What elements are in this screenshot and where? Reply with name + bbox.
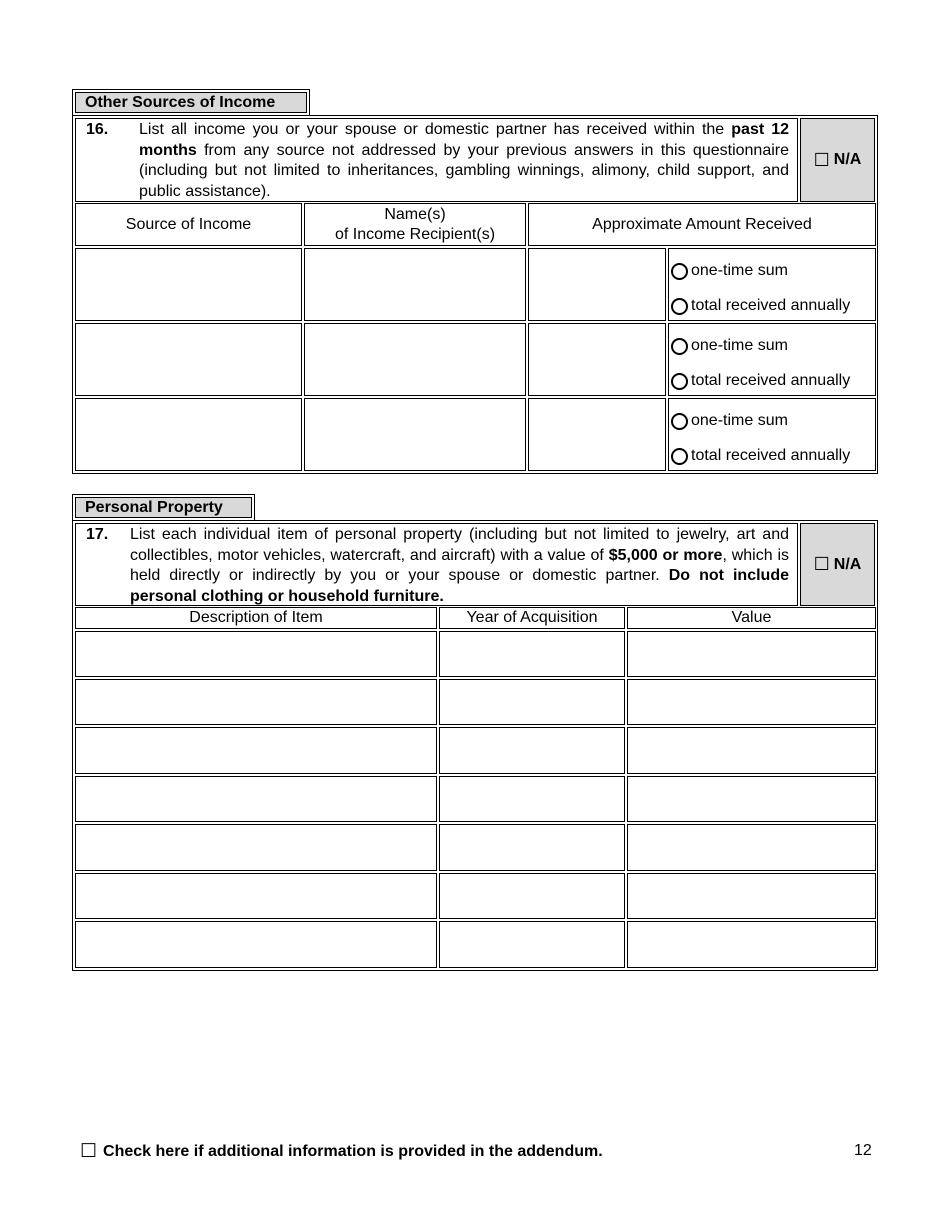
- radio-label: total received annually: [691, 297, 851, 314]
- income-source-field-2[interactable]: [75, 323, 302, 396]
- property-description-field-2[interactable]: [75, 679, 437, 725]
- section-17-tab: [72, 494, 255, 521]
- income-type-cell-3: [668, 398, 876, 471]
- header-approximate-amount: Approximate Amount Received: [528, 203, 876, 246]
- question-17-cell: [75, 523, 798, 606]
- header-description-of-item: Description of Item: [75, 607, 437, 629]
- property-year-field-6[interactable]: [439, 873, 625, 919]
- income-recipient-field-1[interactable]: [304, 248, 526, 321]
- property-value-field-1[interactable]: [627, 631, 876, 677]
- question-17-text-part1: List each individual item of personal property (including but not limited to jewelry, art and collectibles, motor vehicles, watercraft, and aircraft) with a value of: [130, 526, 789, 564]
- property-value-field-2[interactable]: [627, 679, 876, 725]
- income-amount-field-3[interactable]: [528, 398, 666, 471]
- radio-circle-icon: [671, 413, 688, 430]
- radio-circle-icon: [671, 263, 688, 280]
- header-value: Value: [627, 607, 876, 629]
- header-income-recipient: [304, 203, 526, 246]
- property-year-field-4[interactable]: [439, 776, 625, 822]
- question-17-text-part2: , which is held directly or indirectly by you or your spouse or domestic partner.: [130, 546, 790, 584]
- property-description-field-1[interactable]: [75, 631, 437, 677]
- radio-circle-icon: [671, 298, 688, 315]
- na-checkbox-17[interactable]: [800, 523, 875, 606]
- property-description-field-3[interactable]: [75, 727, 437, 774]
- property-description-field-5[interactable]: [75, 824, 437, 871]
- income-type-cell-2: [668, 323, 876, 396]
- question-17-text-bold1: $5,000 or more: [608, 546, 723, 564]
- income-source-field-1[interactable]: [75, 248, 302, 321]
- property-year-field-1[interactable]: [439, 631, 625, 677]
- section-16-title: Other Sources of Income: [75, 92, 307, 113]
- page-number: 12: [854, 1142, 872, 1159]
- section-17-title: Personal Property: [75, 497, 252, 518]
- header-recipient-line2: of Income Recipient(s): [334, 225, 496, 243]
- radio-option-annual-2[interactable]: [671, 372, 850, 390]
- header-source-of-income: Source of Income: [75, 203, 302, 246]
- question-16-text-part2: from any source not addressed by your previous answers in this questionnaire (including but not limited to inheritances, gambling winnings, alimony, child support, and public assistance).: [139, 141, 789, 200]
- radio-label: total received annually: [691, 447, 851, 464]
- property-value-field-5[interactable]: [627, 824, 876, 871]
- property-description-field-4[interactable]: [75, 776, 437, 822]
- na-checkbox-16[interactable]: [800, 118, 875, 202]
- question-17-text: [130, 525, 789, 607]
- income-amount-field-1[interactable]: [528, 248, 666, 321]
- property-year-field-3[interactable]: [439, 727, 625, 774]
- checkbox-icon: ☐: [813, 554, 830, 574]
- checkbox-icon: ☐: [813, 149, 830, 170]
- radio-circle-icon: [671, 448, 688, 465]
- section-16-tab: [72, 89, 310, 116]
- income-amount-field-2[interactable]: [528, 323, 666, 396]
- section-17-frame: [72, 520, 878, 971]
- property-value-field-3[interactable]: [627, 727, 876, 774]
- property-description-field-7[interactable]: [75, 921, 437, 968]
- question-17-number: 17.: [86, 526, 109, 543]
- question-16-text-bold: past 12 months: [139, 121, 790, 159]
- radio-option-annual-3[interactable]: [671, 447, 850, 465]
- question-17-text-bold2: Do not include personal clothing or household furniture.: [130, 567, 789, 605]
- property-description-field-6[interactable]: [75, 873, 437, 919]
- radio-circle-icon: [671, 373, 688, 390]
- property-value-field-7[interactable]: [627, 921, 876, 968]
- property-year-field-5[interactable]: [439, 824, 625, 871]
- radio-option-one-time-3[interactable]: [671, 412, 788, 430]
- income-source-field-3[interactable]: [75, 398, 302, 471]
- radio-option-annual-1[interactable]: [671, 297, 850, 315]
- radio-option-one-time-2[interactable]: [671, 337, 788, 355]
- radio-label: one-time sum: [691, 337, 788, 354]
- header-year-of-acquisition: Year of Acquisition: [439, 607, 625, 629]
- property-year-field-7[interactable]: [439, 921, 625, 968]
- question-16-number: 16.: [86, 121, 109, 138]
- radio-circle-icon: [671, 338, 688, 355]
- radio-label: total received annually: [691, 372, 851, 389]
- addendum-checkbox[interactable]: [80, 1140, 603, 1163]
- question-16-cell: [75, 118, 798, 202]
- addendum-label: Check here if additional information is provided in the addendum.: [103, 1142, 603, 1160]
- radio-label: one-time sum: [691, 262, 788, 279]
- question-16-text: [139, 120, 789, 202]
- radio-label: one-time sum: [691, 412, 788, 429]
- property-value-field-6[interactable]: [627, 873, 876, 919]
- header-recipient-line1: Name(s): [384, 205, 446, 223]
- income-recipient-field-3[interactable]: [304, 398, 526, 471]
- question-16-text-part1: List all income you or your spouse or domestic partner has received within the: [139, 121, 732, 138]
- section-16-frame: [72, 115, 878, 474]
- property-year-field-2[interactable]: [439, 679, 625, 725]
- income-recipient-field-2[interactable]: [304, 323, 526, 396]
- na-label: N/A: [833, 151, 862, 168]
- na-label: N/A: [833, 555, 862, 573]
- income-type-cell-1: [668, 248, 876, 321]
- radio-option-one-time-1[interactable]: [671, 262, 788, 280]
- property-value-field-4[interactable]: [627, 776, 876, 822]
- checkbox-icon: ☐: [80, 1141, 98, 1162]
